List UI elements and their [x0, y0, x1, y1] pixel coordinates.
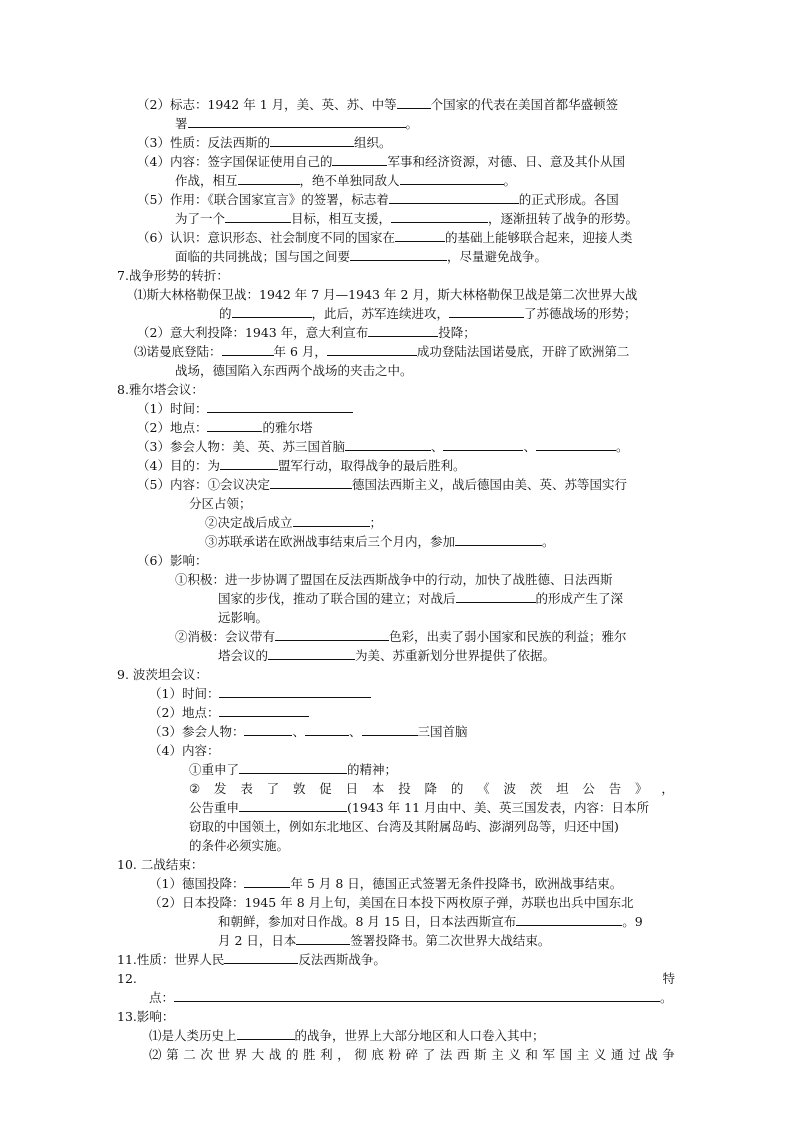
- line-15: 战场，德国陷入东西两个战场的夹击之中。: [175, 363, 413, 378]
- blank[interactable]: [232, 305, 312, 318]
- blank[interactable]: [455, 533, 542, 546]
- line-39: 窃取的中国领土，例如东北地区、台湾及其附属岛屿、澎湖列岛等，归还中国): [189, 819, 619, 834]
- section-7-heading: 7.战争形势的转折：: [117, 268, 229, 283]
- line-40: 的条件必须实施。: [189, 838, 290, 853]
- line-20: （4）目的：为 盟军行动，取得战争的最后胜利。: [137, 458, 466, 473]
- line-13: （2）意大利投降：1943 年，意大利宣布 投降；: [137, 325, 476, 340]
- blank[interactable]: [244, 875, 290, 888]
- line-5: 作战，相互 ，绝不单独同敌人 。: [175, 173, 517, 188]
- line-12: 的 ，此后，苏军连续进攻， 了苏德战场的形势；: [219, 306, 637, 321]
- line-9: 面临的共同挑战；国与国之间要 ，尽量避免战争。: [175, 249, 548, 264]
- line-36: ①重申了 的精神；: [189, 762, 398, 777]
- line-3: （3）性质：反法西斯的 组织。: [137, 135, 392, 150]
- blank[interactable]: [397, 96, 431, 109]
- blank[interactable]: [174, 989, 660, 1002]
- section-13-heading: 13.影响：: [117, 1009, 175, 1024]
- line-37-justified: ② 发 表 了 敦 促 日 本 投 降 的 《 波 茨 坦 公 告 》 ，: [189, 781, 674, 796]
- line-11: ⑴斯大林格勒保卫战：1942 年 7 月—1943 年 2 月，斯大林格勒保卫战是第二次世界大战: [134, 287, 638, 302]
- blank[interactable]: [395, 229, 445, 242]
- blank[interactable]: [296, 932, 350, 945]
- line-1: （2）标志：1942 年 1 月，美、英、苏、中等 个国家的代表在美国首都华盛顿签: [137, 97, 619, 112]
- section-10-heading: 10. 二战结束：: [117, 857, 204, 872]
- line-45: 月 2 日，日本 签署投降书。第二次世界大战结束。: [218, 933, 551, 948]
- line-43: （2）日本投降：1945 年 8 月上旬，美国在日本投下两枚原子弹，苏联也出兵中国东北: [149, 895, 634, 910]
- blank[interactable]: [400, 172, 504, 185]
- blank[interactable]: [270, 134, 354, 147]
- section-9-heading: 9. 波茨坦会议：: [117, 667, 208, 682]
- line-2: 署 。: [175, 116, 419, 131]
- line-34: （3）参会人物： 、 、 三国首脑: [149, 724, 468, 739]
- blank[interactable]: [244, 723, 292, 736]
- blank[interactable]: [389, 191, 519, 204]
- line-47: 12. 特: [117, 971, 675, 986]
- line-8: （6）认识：意识形态、社会制度不同的国家在 的基础上能够联合起来，迎接人类: [137, 230, 633, 245]
- line-38: 公告重申 (1943 年 11 月由中、美、英三国发表，内容：日本所: [189, 800, 650, 815]
- blank[interactable]: [225, 210, 291, 223]
- blank[interactable]: [268, 647, 355, 660]
- line-28: 远影响。: [218, 610, 269, 625]
- blank[interactable]: [239, 799, 347, 812]
- line-42: （1）德国投降： 年 5 月 8 日，德国正式签署无条件投降书，欧洲战事结束。: [149, 876, 623, 891]
- blank[interactable]: [332, 153, 387, 166]
- blank[interactable]: [237, 1027, 295, 1040]
- line-50: ⑴是人类历史上 的战争，世界上大部分地区和人口卷入其中；: [149, 1028, 545, 1043]
- line-14: ⑶诺曼底登陆： 年 6 月， 成功登陆法国诺曼底，开辟了欧洲第二: [134, 344, 630, 359]
- blank[interactable]: [293, 514, 370, 527]
- line-51-justified: ⑵ 第 二 次 世 界 大 战 的 胜 利 ， 彻 底 粉 碎 了 法 西 斯 主 义 和 军 国 主 义 通 过 战 争: [149, 1047, 675, 1062]
- blank[interactable]: [219, 704, 309, 717]
- blank[interactable]: [516, 913, 622, 926]
- line-27: 国家的步伐，推动了联合国的建立；对战后 的形成产生了深: [218, 591, 624, 606]
- blank[interactable]: [536, 438, 616, 451]
- blank[interactable]: [275, 628, 389, 641]
- blank[interactable]: [368, 324, 438, 337]
- blank[interactable]: [305, 723, 349, 736]
- line-6: （5）作用：《联合国家宣言》的签署，标志着 的正式形成。各国: [137, 192, 619, 207]
- blank[interactable]: [224, 951, 298, 964]
- line-33: （2）地点：: [149, 704, 309, 722]
- section-8-heading: 8.雅尔塔会议：: [117, 382, 204, 397]
- line-32: （1）时间：: [149, 685, 371, 703]
- blank[interactable]: [188, 115, 406, 128]
- line-17: （1）时间：: [137, 400, 353, 418]
- line-4: （4）内容：签字国保证使用自己的 军事和经济资源，对德、日、意及其仆从国: [137, 154, 625, 169]
- line-26: ①积极：进一步协调了盟国在反法西斯战争中的行动，加快了战胜德、日法西斯: [175, 572, 613, 587]
- blank[interactable]: [456, 590, 536, 603]
- blank[interactable]: [327, 343, 417, 356]
- blank[interactable]: [391, 210, 488, 223]
- line-18: （2）地点： 的雅尔塔: [137, 420, 313, 435]
- line-22: 分区占领；: [189, 496, 252, 511]
- blank[interactable]: [443, 438, 523, 451]
- blank[interactable]: [350, 248, 447, 261]
- line-25: （6）影响：: [137, 553, 208, 568]
- line-29: ②消极：会议带有 色彩，出卖了弱小国家和民族的利益；雅尔: [175, 629, 627, 644]
- blank[interactable]: [238, 172, 300, 185]
- line-7: 为了一个 目标，相互支援， ，逐渐扭转了战争的形势。: [175, 211, 639, 226]
- blank[interactable]: [239, 761, 347, 774]
- blank[interactable]: [222, 343, 274, 356]
- blank[interactable]: [362, 723, 418, 736]
- blank[interactable]: [345, 438, 431, 451]
- line-46: 11.性质：世界人民 反法西斯战争。: [117, 952, 386, 967]
- line-23: ②决定战后成立 ；: [205, 515, 383, 530]
- line-35: （4）内容：: [149, 743, 220, 758]
- line-21: （5）内容：①会议决定 德国法西斯主义，战后德国由美、英、苏等国实行: [137, 477, 627, 492]
- blank[interactable]: [207, 419, 262, 432]
- line-48: 点： 。: [149, 990, 673, 1005]
- blank[interactable]: [207, 400, 353, 413]
- blank[interactable]: [220, 457, 278, 470]
- blank[interactable]: [219, 685, 371, 698]
- blank[interactable]: [449, 305, 524, 318]
- blank[interactable]: [270, 476, 352, 489]
- line-24: ③苏联承诺在欧洲战事结束后三个月内，参加 。: [205, 534, 555, 549]
- line-30: 塔会议的 为美、苏重新划分世界提供了依据。: [218, 648, 556, 663]
- line-44: 和朝鲜，参加对日作战。8 月 15 日，日本法西斯宣布 。9: [218, 914, 643, 929]
- line-19: （3）参会人物：美、英、苏三国首脑 、 、 。: [137, 439, 629, 454]
